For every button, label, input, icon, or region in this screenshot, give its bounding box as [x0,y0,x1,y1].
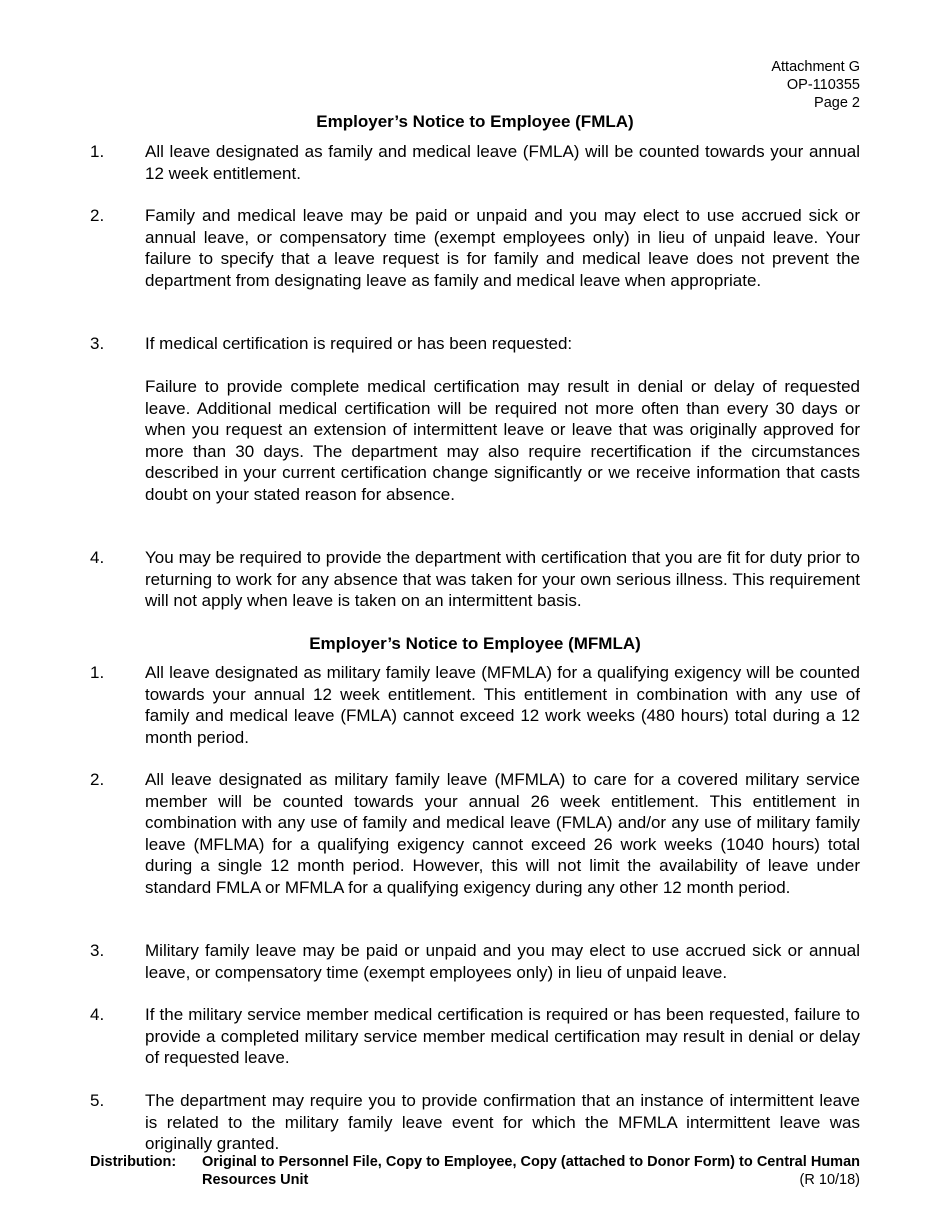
item-number: 4. [90,1005,105,1024]
mfmla-item-5 [90,1090,860,1155]
item-number: 1. [90,663,105,682]
attachment-label: Attachment G [771,59,860,75]
item-text: Military family leave may be paid or unpaid and you may elect to use accrued sick or annual leave, or compensatory time (exempt employees only) in lieu of unpaid leave. [145,941,860,982]
item-number: 3. [90,941,105,960]
distribution-text: Original to Personnel File, Copy to Employee, Copy (attached to Donor Form) to Central Human Resources Unit [202,1154,860,1188]
fmla-item-4 [90,547,860,612]
item-number: 5. [90,1091,105,1110]
mfmla-item-3 [90,940,860,983]
header-block [771,58,860,112]
item-number: 3. [90,334,105,353]
mfmla-item-4 [90,1004,860,1069]
fmla-item-3-paragraph: Failure to provide complete medical certification may result in denial or delay of requested leave. Additional medical certification will be required not more often than every 30 days or when you request an extension of intermittent leave or leave that was originally approved for more than 30 days. The department may also require recertification if the circumstances described in your current certification change significantly or we receive information that casts doubt on your stated reason for absence. [145,377,860,504]
item-number: 2. [90,206,105,225]
item-number: 2. [90,770,105,789]
fmla-title: Employer’s Notice to Employee (FMLA) [316,112,634,131]
distribution-footer [90,1153,860,1189]
fmla-item-1 [90,141,860,184]
item-number: 1. [90,142,105,161]
page-number: Page 2 [814,95,860,111]
item-text: All leave designated as military family leave (MFMLA) to care for a covered military service member will be counted towards your annual 26 week entitlement. This entitlement in combination with any use of family and medical leave (FMLA) and/or any use of military family leave (MFLMA) for a qualifying exigency cannot exceed 26 work weeks (1040 hours) total during a single 12 month period. However, this will not limit the availability of leave under standard FMLA or MFMLA for a qualifying exigency during any other 12 month period. [145,770,860,897]
distribution-label: Distribution: [90,1154,177,1170]
revision-code: (R 10/18) [799,1172,860,1188]
item-text: If the military service member medical certification is required or has been requested, failure to provide a completed military service member medical certification may result in denial or delay of requested leave. [145,1005,860,1067]
item-text: The department may require you to provide confirmation that an instance of intermittent leave is related to the military family leave event for which the MFMLA intermittent leave was originally granted. [145,1091,860,1153]
mfmla-item-1 [90,662,860,748]
op-number: OP-110355 [786,77,860,93]
item-text: All leave designated as family and medical leave (FMLA) will be counted towards your annual 12 week entitlement. [145,142,860,183]
mfmla-item-2 [90,769,860,898]
item-number: 4. [90,548,105,567]
mfmla-title: Employer’s Notice to Employee (MFMLA) [309,634,641,653]
item-text: You may be required to provide the department with certification that you are fit for duty prior to returning to work for any absence that was taken for your own serious illness. This requirement will not apply when leave is taken on an intermittent basis. [145,548,860,610]
item-text: If medical certification is required or has been requested: [145,334,573,353]
item-text: All leave designated as military family leave (MFMLA) for a qualifying exigency will be counted towards your annual 12 week entitlement. This entitlement in combination with any use of family and medical leave (FMLA) cannot exceed 12 work weeks (480 hours) total during a 12 month period. [145,663,860,747]
item-text: Family and medical leave may be paid or unpaid and you may elect to use accrued sick or annual leave, or compensatory time (exempt employees only) in lieu of unpaid leave. Your failure to specify that a leave request is for family and medical leave does not prevent the department from designating leave as family and medical leave when appropriate. [145,206,860,290]
fmla-item-3 [90,333,860,355]
fmla-item-2 [90,205,860,291]
